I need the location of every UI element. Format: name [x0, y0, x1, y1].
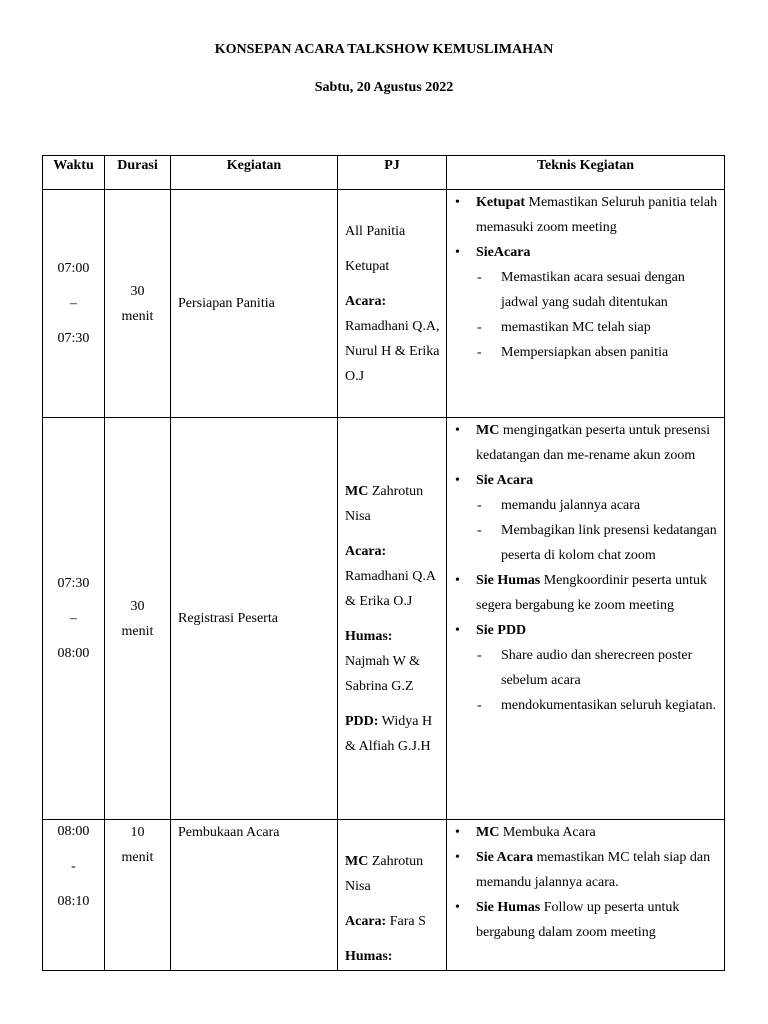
kegiatan-text: Pembukaan Acara: [178, 825, 280, 840]
cell-pj: [338, 418, 447, 820]
table-row: [43, 820, 725, 971]
waktu-start: 08:00: [57, 824, 90, 839]
cell-waktu: [43, 820, 105, 971]
document-title: KONSEPAN ACARA TALKSHOW KEMUSLIMAHAN: [214, 42, 554, 57]
table-row: [43, 190, 725, 418]
list-item: - Memastikan acara sesuai dengan jadwal yang sudah ditentukan: [477, 270, 685, 310]
cell-pj: [338, 190, 447, 418]
cell-teknis: [447, 820, 725, 971]
header-kegiatan: Kegiatan: [171, 156, 338, 190]
cell-kegiatan: [171, 190, 338, 418]
waktu-sep: –: [70, 296, 77, 311]
waktu-end: 08:00: [57, 646, 90, 661]
cell-pj: [338, 820, 447, 971]
list-item: • Sie Humas Follow up peserta untuk bergabung dalam zoom meeting: [455, 900, 680, 940]
durasi-unit: menit: [121, 308, 154, 324]
durasi-unit: menit: [121, 850, 154, 865]
list-item: • SieAcara: [455, 245, 531, 260]
header-pj: PJ: [338, 156, 447, 190]
list-item: - mendokumentasikan seluruh kegiatan.: [477, 698, 716, 713]
list-item: • Ketupat Memastikan Seluruh panitia telah memasuki zoom meeting: [455, 195, 718, 235]
list-item: - Membagikan link presensi kedatangan peserta di kolom chat zoom: [477, 523, 717, 563]
durasi-value: 30: [130, 283, 145, 299]
document-date: Sabtu, 20 Agustus 2022: [314, 80, 454, 95]
pj-item: Acara: Ramadhani Q.A & Erika O.J: [345, 543, 436, 609]
pj-item: Ketupat: [345, 258, 390, 274]
pj-item: Humas:: [345, 949, 393, 964]
cell-teknis: [447, 418, 725, 820]
list-item: - memastikan MC telah siap: [477, 320, 651, 335]
cell-durasi: [105, 418, 171, 820]
pj-item: Acara: Ramadhani Q.A, Nurul H & Erika O.J: [345, 293, 440, 384]
pj-item: PDD: Widya H & Alfiah G.J.H: [345, 713, 433, 754]
list-item: - Share audio dan sherecreen poster sebelum acara: [477, 648, 693, 688]
waktu-sep: -: [71, 859, 76, 874]
list-item: • Sie Acara: [455, 473, 534, 488]
waktu-start: 07:30: [57, 576, 90, 591]
cell-teknis: [447, 190, 725, 418]
cell-kegiatan: [171, 418, 338, 820]
pj-item: MC Zahrotun Nisa: [345, 483, 424, 524]
table-header-row: [43, 156, 725, 190]
cell-kegiatan: [171, 820, 338, 971]
list-item: • Sie PDD: [455, 623, 527, 638]
durasi-unit: menit: [121, 623, 154, 639]
schedule-table: [42, 155, 725, 971]
waktu-start: 07:00: [57, 261, 90, 276]
list-item: • Sie Humas Mengkoordinir peserta untuk segera bergabung ke zoom meeting: [455, 573, 707, 613]
list-item: • MC Membuka Acara: [455, 825, 596, 840]
header-teknis: Teknis Kegiatan: [447, 156, 725, 190]
pj-item: All Panitia: [345, 223, 406, 239]
pj-item: Humas: Najmah W & Sabrina G.Z: [345, 628, 420, 694]
cell-durasi: [105, 190, 171, 418]
list-item: - Mempersiapkan absen panitia: [477, 345, 669, 360]
waktu-end: 07:30: [57, 331, 90, 346]
list-item: • Sie Acara memastikan MC telah siap dan memandu jalannya acara.: [455, 850, 711, 890]
waktu-sep: –: [70, 611, 77, 626]
pj-item: MC Zahrotun Nisa: [345, 854, 424, 894]
table-row: [43, 418, 725, 820]
cell-durasi: [105, 820, 171, 971]
kegiatan-text: Persiapan Panitia: [178, 296, 275, 311]
durasi-value: 10: [130, 825, 145, 840]
pj-item: Acara: Fara S: [345, 914, 426, 929]
list-item: - memandu jalannya acara: [477, 498, 641, 513]
kegiatan-text: Registrasi Peserta: [178, 611, 278, 626]
list-item: • MC mengingatkan peserta untuk presensi kedatangan dan me-rename akun zoom: [455, 423, 711, 463]
waktu-end: 08:10: [57, 894, 90, 909]
header-durasi: Durasi: [105, 156, 171, 190]
cell-waktu: [43, 418, 105, 820]
header-waktu: Waktu: [43, 156, 105, 190]
cell-waktu: [43, 190, 105, 418]
durasi-value: 30: [130, 598, 145, 614]
